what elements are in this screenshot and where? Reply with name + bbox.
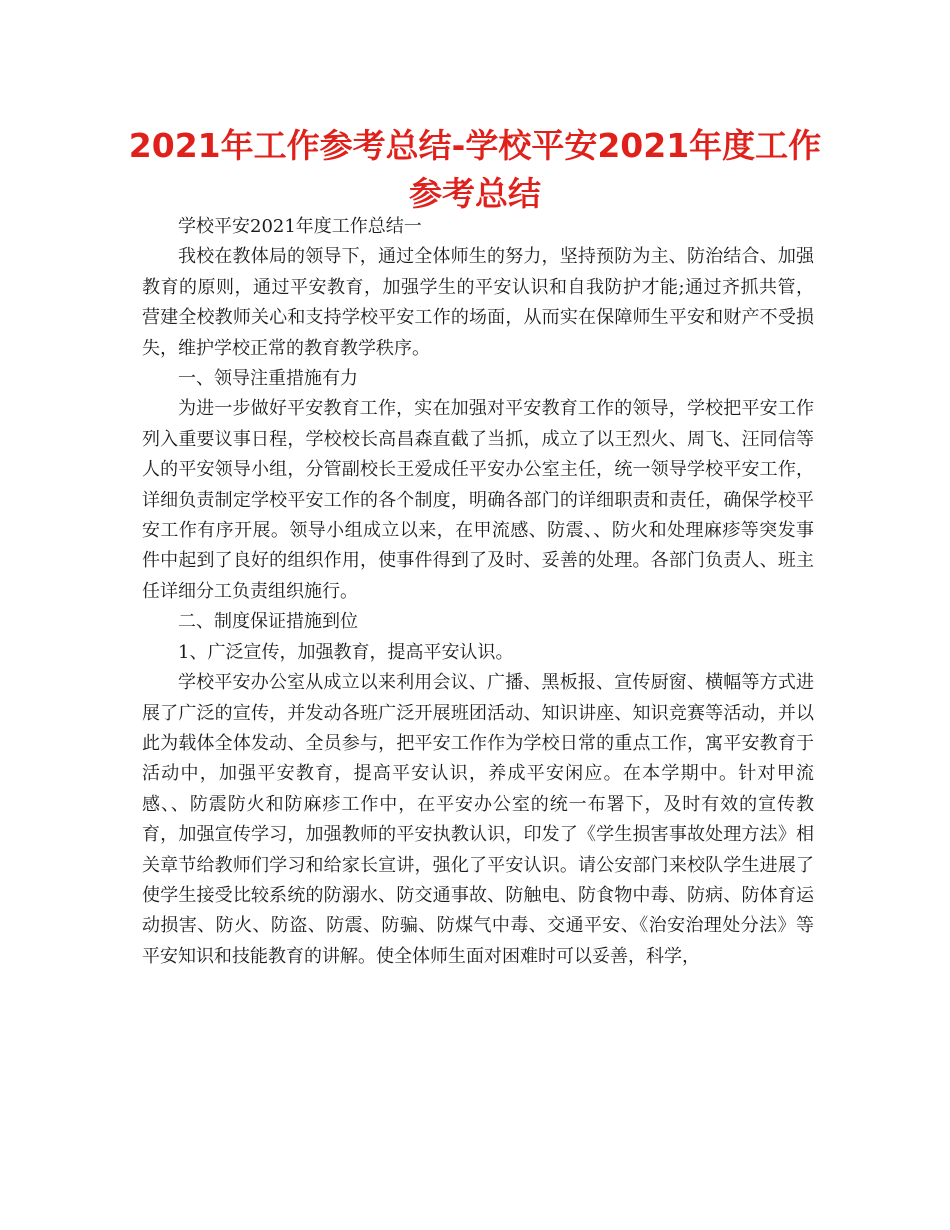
section-heading: 一、领导注重措施有力 (178, 368, 358, 390)
document-title-line-1: 2021年工作参考总结-学校平安2021年度工作 (128, 126, 822, 165)
section-heading: 学校平安2021年度工作总结一 (178, 216, 422, 237)
body-paragraph: 学校平安办公室从成立以来利用会议、广播、黑板报、宣传厨窗、横幅等方式进展了广泛的宣传，并发动各班广泛开展班团活动、知识讲座、知识竞赛等活动，并以此为载体全体发动、全员参与，把平安工作作为学校日常的重点工作，寓平安教育于活动中，加强平安教育，提高平安认识，养成平安闲应。在本学期中。针对甲流感、、防震防火和防麻疹工作中，在平安办公室的统一布署下，及时有效的宣传教育，加强宣传学习，加强教师的平安执教认识，印发了《学生损害事故处理方法》相关章节给教师们学习和给家长宣讲，强化了平安认识。请公安部门来校队学生进展了使学生接受比较系统的防溺水、防交通事故、防触电、防食物中毒、防病、防体育运动损害、防火、防盗、防震、防骗、防煤气中毒、交通平安、《治安治理处分法》等平安知识和技能教育的讲解。使全体师生面对困难时可以妥善，科学， (142, 672, 814, 967)
body-paragraph: 我校在教体局的领导下，通过全体师生的努力，坚持预防为主、防治结合、加强教育的原则，通过平安教育，加强学生的平安认识和自我防护才能;通过齐抓共管，营建全校教师关心和支持学校平安工作的场面，从而实在保障师生平安和财产不受损失，维护学校正常的教育教学秩序。 (142, 246, 814, 359)
document-title-line-2: 参考总结 (409, 174, 541, 213)
section-heading: 二、制度保证措施到位 (178, 611, 358, 633)
document-body (142, 212, 814, 972)
subsection-heading: 1、广泛宣传，加强教育，提高平安认识。 (178, 641, 514, 663)
body-paragraph: 为进一步做好平安教育工作，实在加强对平安教育工作的领导，学校把平安工作列入重要议事日程，学校校长高昌森直截了当抓，成立了以王烈火、周飞、汪同信等人的平安领导小组，分管副校长王爱成任平安办公室主任，统一领导学校平安工作，详细负责制定学校平安工作的各个制度，明确各部门的详细职责和责任，确保学校平安工作有序开展。领导小组成立以来，在甲流感、防震、、防火和处理麻疹等突发事件中起到了良好的组织作用，使事件得到了及时、妥善的处理。各部门负责人、班主任详细分工负责组织施行。 (142, 398, 814, 602)
